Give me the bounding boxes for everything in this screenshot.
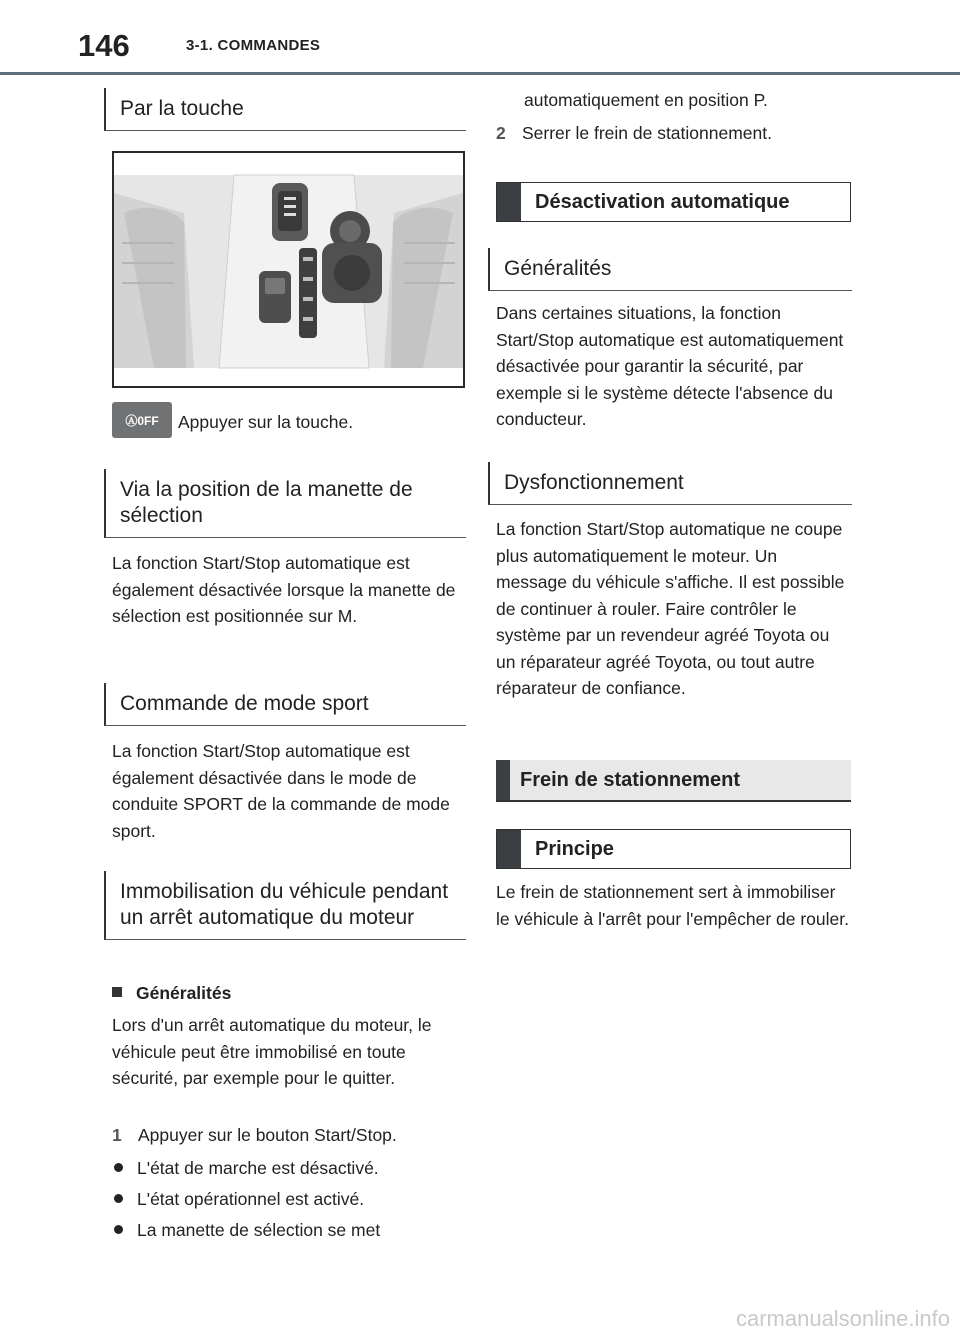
generalites-label-text: Généralités xyxy=(136,983,232,1003)
step-2 xyxy=(496,120,772,146)
heading-via-position: Via la position de la manette de sélection xyxy=(104,469,466,538)
generalites-label xyxy=(112,980,231,1006)
step-1-text: Appuyer sur le bouton Start/Stop. xyxy=(138,1125,397,1145)
bullet-text: L'état de marche est désactivé. xyxy=(137,1158,379,1178)
header-divider xyxy=(0,72,960,75)
heading-desactivation-text: Désactivation automatique xyxy=(535,190,790,213)
generalites-paragraph: Lors d'un arrêt automatique du moteur, le véhicule peut être immobilisé en toute sécurité, par exemple pour le quitter. xyxy=(112,1015,432,1088)
heading-frein-text: Frein de stationnement xyxy=(520,768,741,791)
square-bullet-icon xyxy=(112,987,122,997)
bullet-text: La manette de sélection se met xyxy=(137,1220,381,1240)
heading-mode-sport: Commande de mode sport xyxy=(104,683,466,726)
bullet-dot-icon xyxy=(114,1163,123,1172)
principe-paragraph: Le frein de stationnement sert à immobiliser le véhicule à l'arrêt pour l'empêcher de rouler. xyxy=(496,882,849,929)
watermark: carmanualsonline.info xyxy=(735,1306,950,1331)
auto-off-key-icon: Ⓐ0FF xyxy=(112,402,172,438)
heading-principe-text: Principe xyxy=(535,837,614,860)
bullet-item xyxy=(108,1217,380,1243)
bullet-item xyxy=(108,1155,379,1181)
appuyer-touche-text: Appuyer sur la touche. xyxy=(178,412,354,432)
heading-principe xyxy=(496,829,851,869)
step-1-number: 1 xyxy=(112,1125,122,1145)
bullet-text: L'état opérationnel est activé. xyxy=(137,1189,365,1209)
bullet-dot-icon xyxy=(114,1225,123,1234)
bullet-dot-icon xyxy=(114,1194,123,1203)
heading-bar-icon xyxy=(497,830,521,868)
step-2-number: 2 xyxy=(496,123,506,143)
heading-immobilisation: Immobilisation du véhicule pendant un arrêt automatique du moteur xyxy=(104,871,466,940)
heading-par-la-touche: Par la touche xyxy=(104,88,466,131)
bullet-item xyxy=(108,1186,364,1212)
console-figure xyxy=(112,151,465,388)
via-position-paragraph: La fonction Start/Stop automatique est également désactivée lorsque la manette de sélection est positionnée sur M. xyxy=(112,553,456,626)
step-1 xyxy=(112,1122,397,1148)
continuation-text: automatiquement en position P. xyxy=(524,90,768,110)
heading-bar-icon xyxy=(497,183,521,221)
heading-dysfonctionnement: Dysfonctionnement xyxy=(488,462,852,505)
heading-frein xyxy=(496,760,851,802)
step-2-text: Serrer le frein de stationnement. xyxy=(522,123,772,143)
heading-generalites: Généralités xyxy=(488,248,852,291)
generalites-right-paragraph: Dans certaines situations, la fonction Start/Stop automatique est automatiquement désactivée pour garantir la sécurité, par exemple si le système détecte l'absence du conducteur. xyxy=(496,303,844,429)
center-console-illustration xyxy=(114,153,463,386)
mode-sport-paragraph: La fonction Start/Stop automatique est également désactivée dans le mode de conduite SPORT de la commande de mode sport. xyxy=(112,741,450,841)
heading-bar-icon xyxy=(496,760,510,800)
heading-desactivation xyxy=(496,182,851,222)
section-title: 3-1. COMMANDES xyxy=(186,37,321,54)
dysfonctionnement-paragraph: La fonction Start/Stop automatique ne coupe plus automatiquement le moteur. Un message du véhicule s'affiche. Il est possible de continuer à rouler. Faire contrôler le système par un revendeur agréé Toyota ou un réparateur agréé Toyota, ou tout autre réparateur de confiance. xyxy=(496,519,845,698)
page-number: 146 xyxy=(78,28,130,63)
